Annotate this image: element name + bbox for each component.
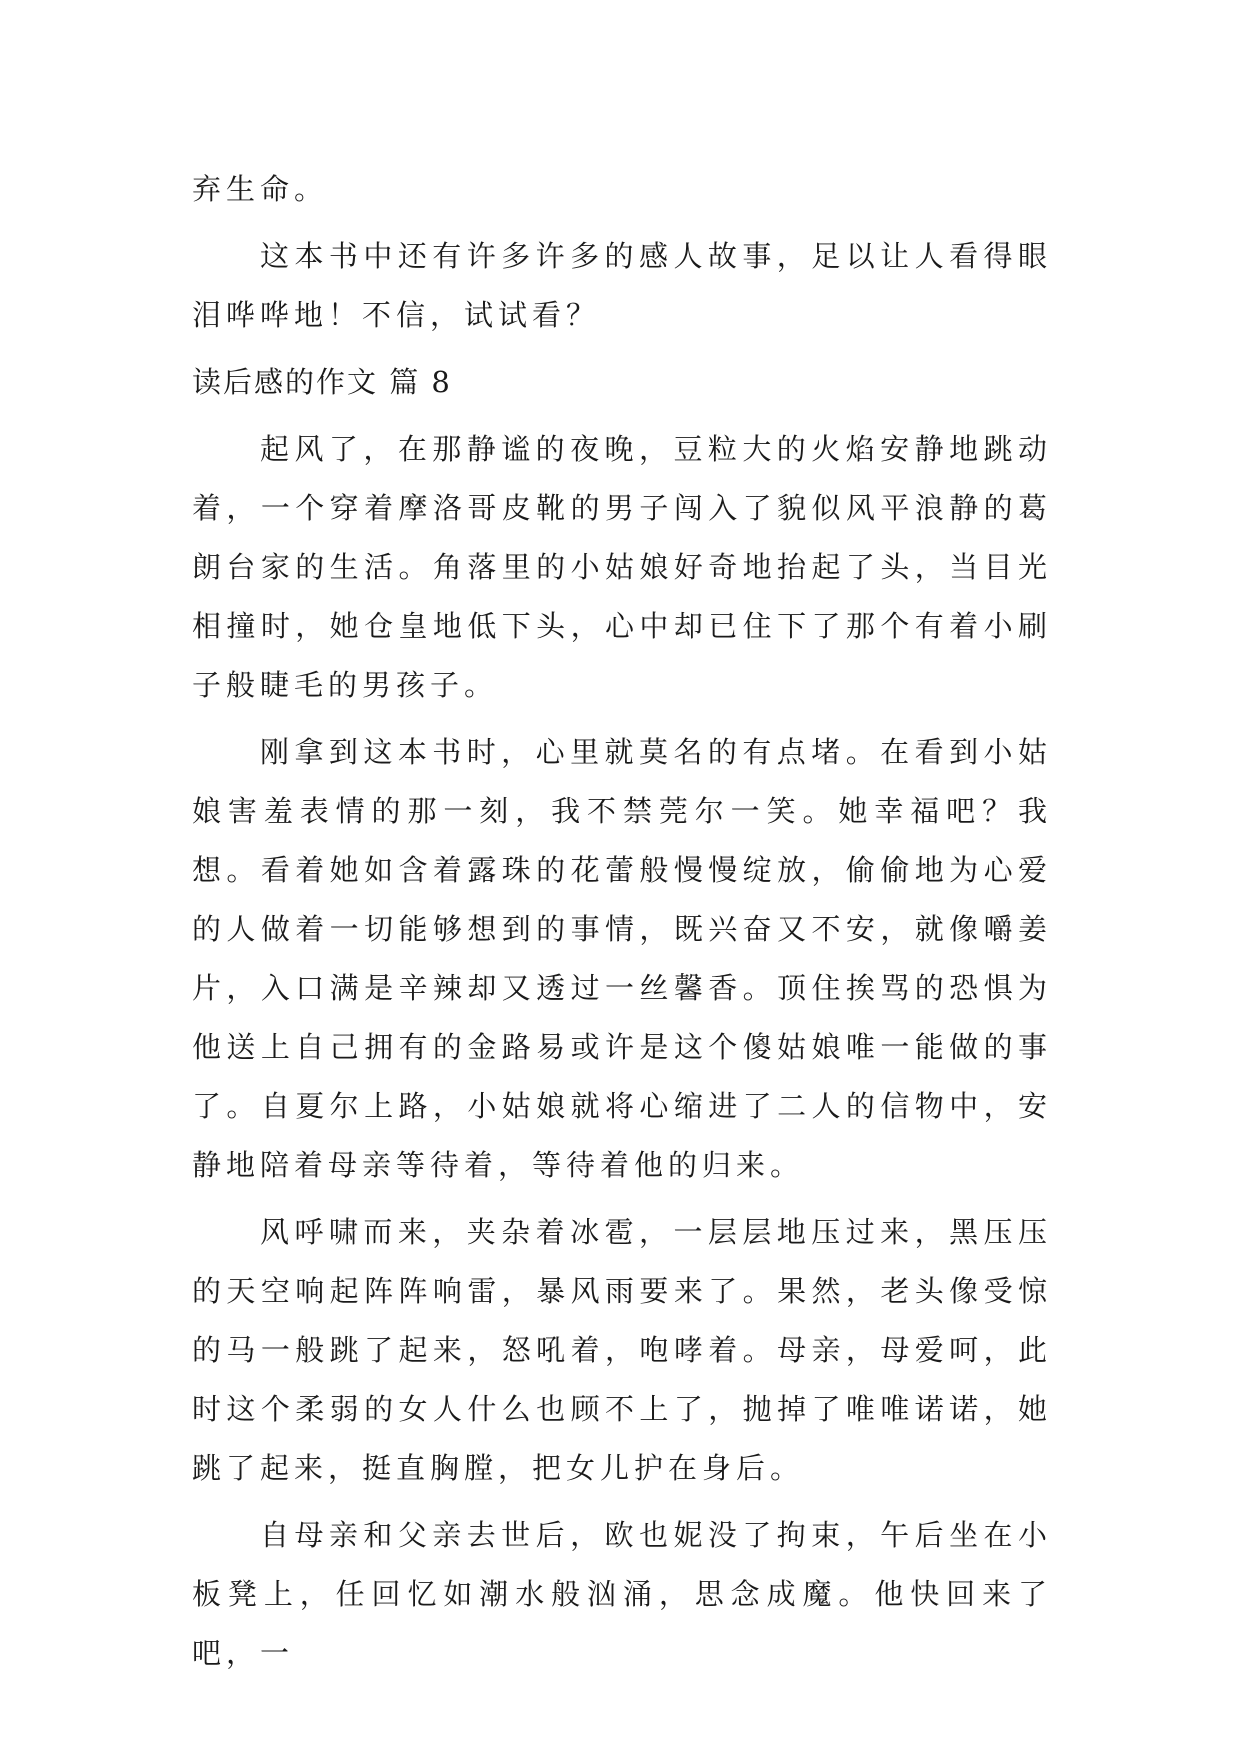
paragraph: 这本书中还有许多许多的感人故事，足以让人看得眼泪哗哗地！不信，试试看？ [192, 239, 1052, 332]
section-heading: 读后感的作文 篇 8 [192, 365, 452, 399]
paragraph: 风呼啸而来，夹杂着冰雹，一层层地压过来，黑压压的天空响起阵阵响雷，暴风雨要来了。果然，老头像受惊的马一般跳了起来，怒吼着，咆哮着。母亲，母爱呵，此时这个柔弱的女人什么也顾不上了，抛掉了唯唯诺诺，她跳了起来，挺直胸膛，把女儿护在身后。 [192, 1215, 1052, 1485]
document-body [192, 160, 1052, 1691]
paragraph-continuation: 弃生命。 [192, 172, 329, 206]
paragraph: 起风了，在那静谧的夜晚，豆粒大的火焰安静地跳动着，一个穿着摩洛哥皮靴的男子闯入了貌似风平浪静的葛朗台家的生活。角落里的小姑娘好奇地抬起了头，当目光相撞时，她仓皇地低下头，心中却已住下了那个有着小刷子般睫毛的男孩子。 [192, 432, 1052, 702]
paragraph: 刚拿到这本书时，心里就莫名的有点堵。在看到小姑娘害羞表情的那一刻，我不禁莞尔一笑。她幸福吧？我想。看着她如含着露珠的花蕾般慢慢绽放，偷偷地为心爱的人做着一切能够想到的事情，既兴奋又不安，就像嚼姜片，入口满是辛辣却又透过一丝馨香。顶住挨骂的恐惧为他送上自己拥有的金路易或许是这个傻姑娘唯一能做的事了。自夏尔上路，小姑娘就将心缩进了二人的信物中，安静地陪着母亲等待着，等待着他的归来。 [192, 735, 1052, 1182]
paragraph: 自母亲和父亲去世后，欧也妮没了拘束，午后坐在小板凳上，任回忆如潮水般汹涌，思念成魔。他快回来了吧，一 [192, 1518, 1052, 1670]
